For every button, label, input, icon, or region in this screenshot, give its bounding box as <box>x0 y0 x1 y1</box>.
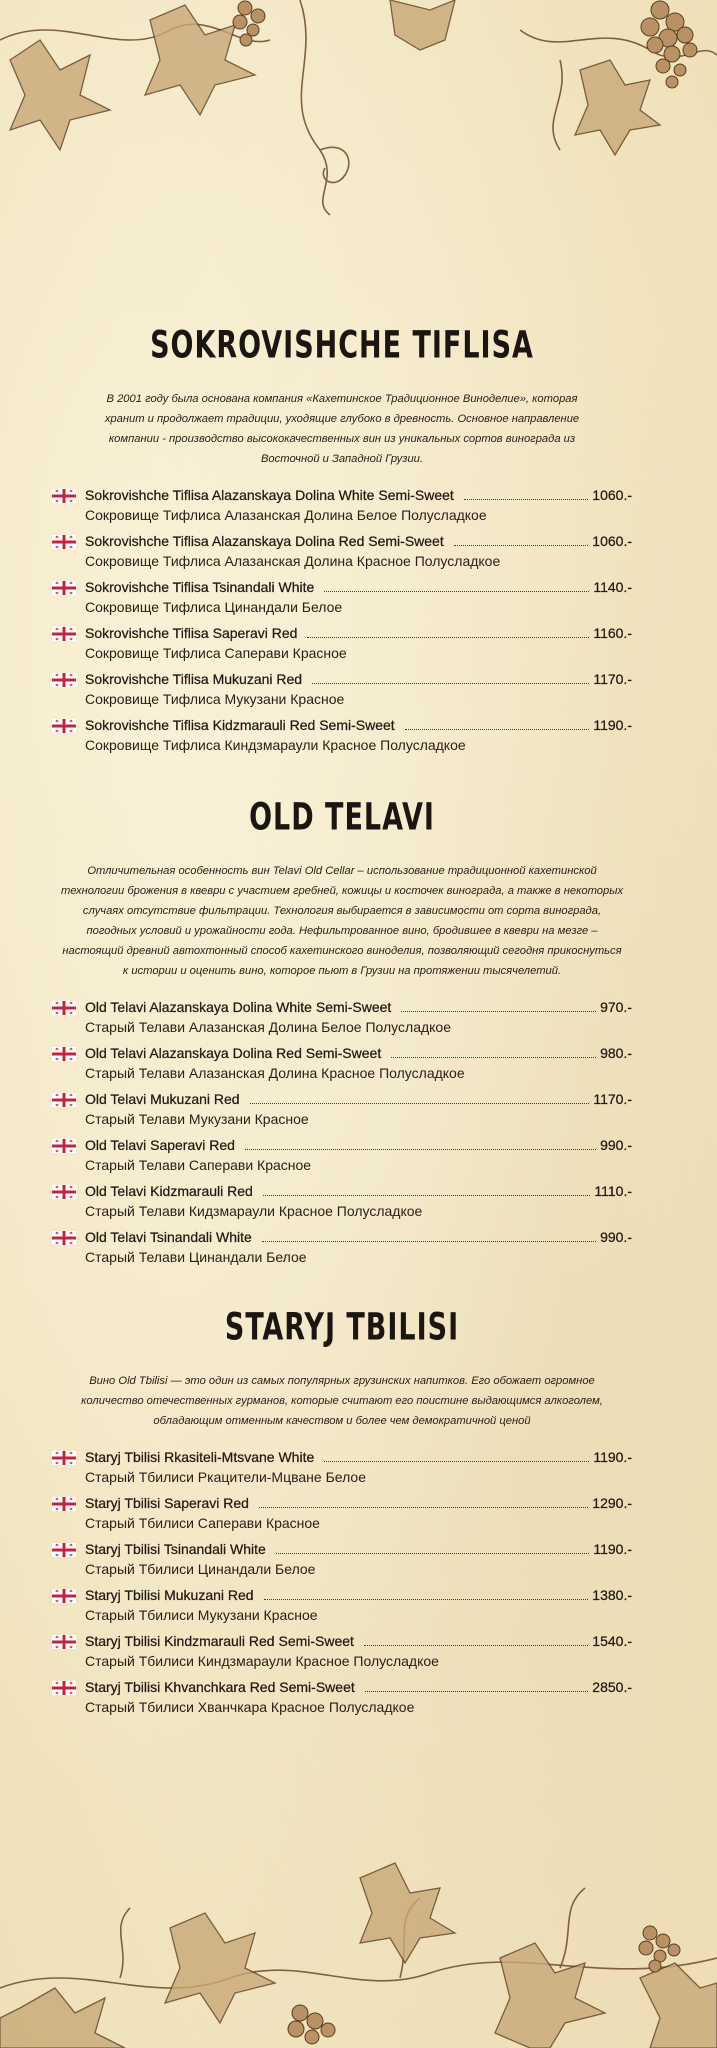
wine-item <box>52 577 632 623</box>
section-description: Вино Old Tbilisi — это один из самых популярных грузинских напитков. Его обожает огромное количество отечественных гурманов, которые считают его поистине выдающимся алкоголем, обладающим отменным качеством и более чем демократичной ценой <box>81 1375 603 1427</box>
wine-list <box>52 1447 632 1723</box>
georgian-flag-icon <box>52 1497 76 1511</box>
wine-name: Old Telavi Saperavi Red <box>85 1137 235 1153</box>
wine-item <box>52 715 632 761</box>
georgian-flag-icon <box>52 1139 76 1153</box>
wine-subtitle: Старый Тбилиси Цинандали Белое <box>85 1561 316 1577</box>
wine-price: 980.- <box>600 1045 632 1061</box>
wine-subtitle: Старый Тбилиси Ркацители-Мцване Белое <box>85 1469 366 1485</box>
wine-subtitle: Сокровище Тифлиса Алазанская Долина Красное Полусладкое <box>85 553 501 569</box>
wine-name: Sokrovishche Tiflisa Mukuzani Red <box>85 671 303 687</box>
wine-subtitle: Старый Тбилиси Мукузани Красное <box>85 1607 318 1623</box>
dot-leader <box>264 1599 589 1600</box>
wine-name: Old Telavi Mukuzani Red <box>85 1091 240 1107</box>
wine-item <box>52 1043 632 1089</box>
wine-subtitle: Старый Телави Алазанская Долина Красное Полусладкое <box>85 1065 465 1081</box>
wine-item <box>52 1493 632 1539</box>
wine-price: 1540.- <box>592 1633 632 1649</box>
georgian-flag-icon <box>52 1635 76 1649</box>
section-title: OLD TELAVI <box>249 795 435 840</box>
dot-leader <box>324 591 589 592</box>
wine-name: Staryj Tbilisi Rkasiteli-Mtsvane White <box>85 1449 315 1465</box>
wine-subtitle: Сокровище Тифлиса Алазанская Долина Белое Полусладкое <box>85 507 487 523</box>
wine-name: Old Telavi Kidzmarauli Red <box>85 1183 253 1199</box>
dot-leader <box>454 545 589 546</box>
section-description: В 2001 году была основана компания «Кахетинское Традиционное Виноделие», которая хранит и продолжает традиции, уходящие глубоко в древность. Основное направление компании - производство высококачественных вин из уникальных сортов винограда из Восточной и Западной Грузии. <box>104 393 580 465</box>
georgian-flag-icon <box>52 719 76 733</box>
section-title: SOKROVISHCHE TIFLISA <box>150 323 534 368</box>
georgian-flag-icon <box>52 581 76 595</box>
wine-price: 970.- <box>600 999 632 1015</box>
wine-item <box>52 1181 632 1227</box>
wine-name: Sokrovishche Tiflisa Tsinandali White <box>85 579 315 595</box>
wine-price: 1110.- <box>594 1183 632 1199</box>
wine-item <box>52 669 632 715</box>
wine-subtitle: Старый Тбилиси Саперави Красное <box>85 1515 320 1531</box>
wine-name: Sokrovishche Tiflisa Alazanskaya Dolina Red Semi-Sweet <box>85 533 444 549</box>
wine-price: 1290.- <box>592 1495 632 1511</box>
wine-subtitle: Старый Тбилиси Киндзмараули Красное Полусладкое <box>85 1653 439 1669</box>
georgian-flag-icon <box>52 1543 76 1557</box>
dot-leader <box>324 1461 589 1462</box>
dot-leader <box>312 683 589 684</box>
dot-leader <box>245 1149 596 1150</box>
wine-subtitle: Старый Телави Кидзмараули Красное Полусладкое <box>85 1203 423 1219</box>
wine-item <box>52 1447 632 1493</box>
georgian-flag-icon <box>52 1231 76 1245</box>
grapevine-bottom-illustration <box>0 1838 717 2048</box>
dot-leader <box>250 1103 590 1104</box>
wine-price: 2850.- <box>592 1679 632 1695</box>
wine-price: 1060.- <box>592 487 632 503</box>
wine-subtitle: Старый Телави Цинандали Белое <box>85 1249 307 1265</box>
wine-item <box>52 1135 632 1181</box>
wine-name: Staryj Tbilisi Tsinandali White <box>85 1541 266 1557</box>
dot-leader <box>391 1057 596 1058</box>
georgian-flag-icon <box>52 1589 76 1603</box>
wine-price: 1170.- <box>593 671 632 687</box>
wine-item <box>52 1677 632 1723</box>
section-sokrovishche-tiflisa <box>52 323 632 761</box>
wine-subtitle: Старый Телави Алазанская Долина Белое Полусладкое <box>85 1019 452 1035</box>
georgian-flag-icon <box>52 535 76 549</box>
wine-price: 1190.- <box>593 1449 632 1465</box>
dot-leader <box>401 1011 596 1012</box>
wine-subtitle: Старый Тбилиси Хванчкара Красное Полусладкое <box>85 1699 415 1715</box>
dot-leader <box>365 1691 589 1692</box>
dot-leader <box>263 1195 591 1196</box>
dot-leader <box>259 1507 588 1508</box>
wine-item <box>52 531 632 577</box>
wine-list <box>52 997 632 1273</box>
wine-price: 990.- <box>600 1137 632 1153</box>
wine-item <box>52 1631 632 1677</box>
georgian-flag-icon <box>52 1451 76 1465</box>
wine-price: 1140.- <box>593 579 632 595</box>
georgian-flag-icon <box>52 627 76 641</box>
georgian-flag-icon <box>52 489 76 503</box>
wine-price: 1170.- <box>593 1091 632 1107</box>
dot-leader <box>464 499 588 500</box>
wine-subtitle: Сокровище Тифлиса Цинандали Белое <box>85 599 343 615</box>
section-staryj-tbilisi <box>52 1305 632 1723</box>
wine-name: Old Telavi Alazanskaya Dolina White Semi-Sweet <box>85 999 392 1015</box>
section-old-telavi <box>52 795 632 1273</box>
wine-name: Staryj Tbilisi Kindzmarauli Red Semi-Sweet <box>85 1633 354 1649</box>
wine-item <box>52 1227 632 1273</box>
wine-name: Staryj Tbilisi Khvanchkara Red Semi-Sweet <box>85 1679 355 1695</box>
wine-price: 990.- <box>600 1229 632 1245</box>
wine-price: 1060.- <box>592 533 632 549</box>
wine-subtitle: Сокровище Тифлиса Мукузани Красное <box>85 691 345 707</box>
dot-leader <box>262 1241 596 1242</box>
dot-leader <box>364 1645 588 1646</box>
wine-name: Sokrovishche Tiflisa Alazanskaya Dolina White Semi-Sweet <box>85 487 454 503</box>
wine-item <box>52 997 632 1043</box>
section-description: Отличительная особенность вин Telavi Old Cellar – использование традиционной кахетинской технологии брожения в квеври с участием гребней, кожицы и косточек винограда, а также в некоторых случаях отсутствие фильтрации. Технология выбирается в зависимости от сорта винограда, погодных условий и урожайности года. Нефильтрованное вино, бродившее в квеври на мезге – настоящий древний автохтонный способ кахетинского виноделия, позволяющий сегодня прикоснуться к истории и оценить вино, которое пьют в Грузии на протяжении тысячелетий. <box>60 865 624 977</box>
grapevine-top-illustration <box>0 0 717 220</box>
wine-price: 1380.- <box>592 1587 632 1603</box>
georgian-flag-icon <box>52 1001 76 1015</box>
wine-name: Sokrovishche Tiflisa Saperavi Red <box>85 625 298 641</box>
wine-item <box>52 1539 632 1585</box>
wine-name: Old Telavi Alazanskaya Dolina Red Semi-Sweet <box>85 1045 382 1061</box>
dot-leader <box>307 637 589 638</box>
wine-item <box>52 1089 632 1135</box>
wine-subtitle: Старый Телави Мукузани Красное <box>85 1111 309 1127</box>
wine-item <box>52 485 632 531</box>
wine-list <box>52 485 632 761</box>
wine-item <box>52 1585 632 1631</box>
wine-price: 1190.- <box>593 1541 632 1557</box>
georgian-flag-icon <box>52 1681 76 1695</box>
wine-price: 1190.- <box>593 717 632 733</box>
wine-item <box>52 623 632 669</box>
wine-subtitle: Сокровище Тифлиса Саперави Красное <box>85 645 347 661</box>
wine-subtitle: Старый Телави Саперави Красное <box>85 1157 312 1173</box>
wine-name: Old Telavi Tsinandali White <box>85 1229 252 1245</box>
wine-price: 1160.- <box>593 625 632 641</box>
wine-name: Sokrovishche Tiflisa Kidzmarauli Red Semi-Sweet <box>85 717 395 733</box>
wine-name: Staryj Tbilisi Saperavi Red <box>85 1495 249 1511</box>
georgian-flag-icon <box>52 1047 76 1061</box>
section-title: STARYJ TBILISI <box>224 1305 460 1350</box>
georgian-flag-icon <box>52 673 76 687</box>
wine-name: Staryj Tbilisi Mukuzani Red <box>85 1587 254 1603</box>
wine-subtitle: Сокровище Тифлиса Киндзмараули Красное Полусладкое <box>85 737 466 753</box>
georgian-flag-icon <box>52 1093 76 1107</box>
dot-leader <box>276 1553 590 1554</box>
georgian-flag-icon <box>52 1185 76 1199</box>
dot-leader <box>405 729 590 730</box>
